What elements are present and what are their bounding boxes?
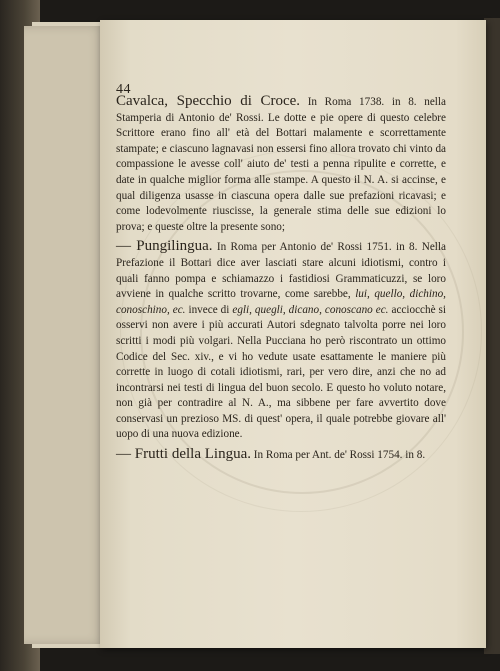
- entry-head: — Pungilingua.: [116, 238, 213, 255]
- entry-frutti: [116, 447, 446, 464]
- entry-italic: lui, quello, dichino, conoschino, ec.: [116, 288, 446, 316]
- page-stack: [24, 26, 105, 644]
- entry-head: Cavalca, Specchio di Croce.: [116, 93, 301, 109]
- entry-body: In Roma 1738. in 8. nella Stamperia di Antonio de' Rossi. Le dotte e pie opere di questo celebre Scrittore erano fino all' età del Bottari malamente e scorrettamente stampate; e ciascuno lagnavasi non essersi fino allora trovato chi vinto da compassione le avesse coll' aiuto de' testi a penna ripulite e corrette, e date in qualche miglior forma alle stampe. A questo il N. A. si accinse, e qual diligenza usasse in ciascuna opera dalle sue prefazioni ricavasi; e come lodevolmente riuscisse, la generale stima delle sue edizioni lo prova; e queste oltre la presente sono;: [116, 96, 446, 233]
- entry-body: invece di: [185, 303, 233, 316]
- right-edge: [484, 18, 500, 654]
- entry-pungilingua: [116, 239, 446, 443]
- entry-head: — Frutti della Lingua.: [116, 446, 251, 463]
- entry-body: acciocchè si osservi non avere i più accurati Autori sdegnato talvolta porre nei loro scritti i modi più volgari. Nella Pucciana ho però riscontrato un ottimo Codice del Sec. xiv., e vi ho vedute usate esattamente le maniere più corrette in luogo di cotali idiotismi, rari, per vero dire, anzi che no ad incontrarsi nei testi di lingua del buon secolo. E questo ho voluto notare, non già per contradire al N. A., ma sibbene per fare avvertito dove conservasi un prezioso MS. di quest' opera, il quale potrebbe giovare all' uopo di una nuova edizione.: [116, 303, 447, 441]
- entry-italic: egli, quegli, dicano, conoscano ec.: [232, 303, 389, 316]
- page-text: [116, 94, 446, 464]
- entry-body: In Roma per Ant. de' Rossi 1754. in 8.: [250, 449, 426, 462]
- page-number: 44: [116, 82, 131, 97]
- entry-body: In Roma per Antonio de' Rossi 1751. in 8. Nella Prefazione il Bottari dice aver lasciati stare alcuni idiotismi, contro i quali fanno pompa e schiamazzo i fastidiosi Grammaticuzzi, se loro avviene in qualche scritto trovarne, come sarebbe,: [116, 241, 446, 301]
- entry-specchio: [116, 94, 446, 235]
